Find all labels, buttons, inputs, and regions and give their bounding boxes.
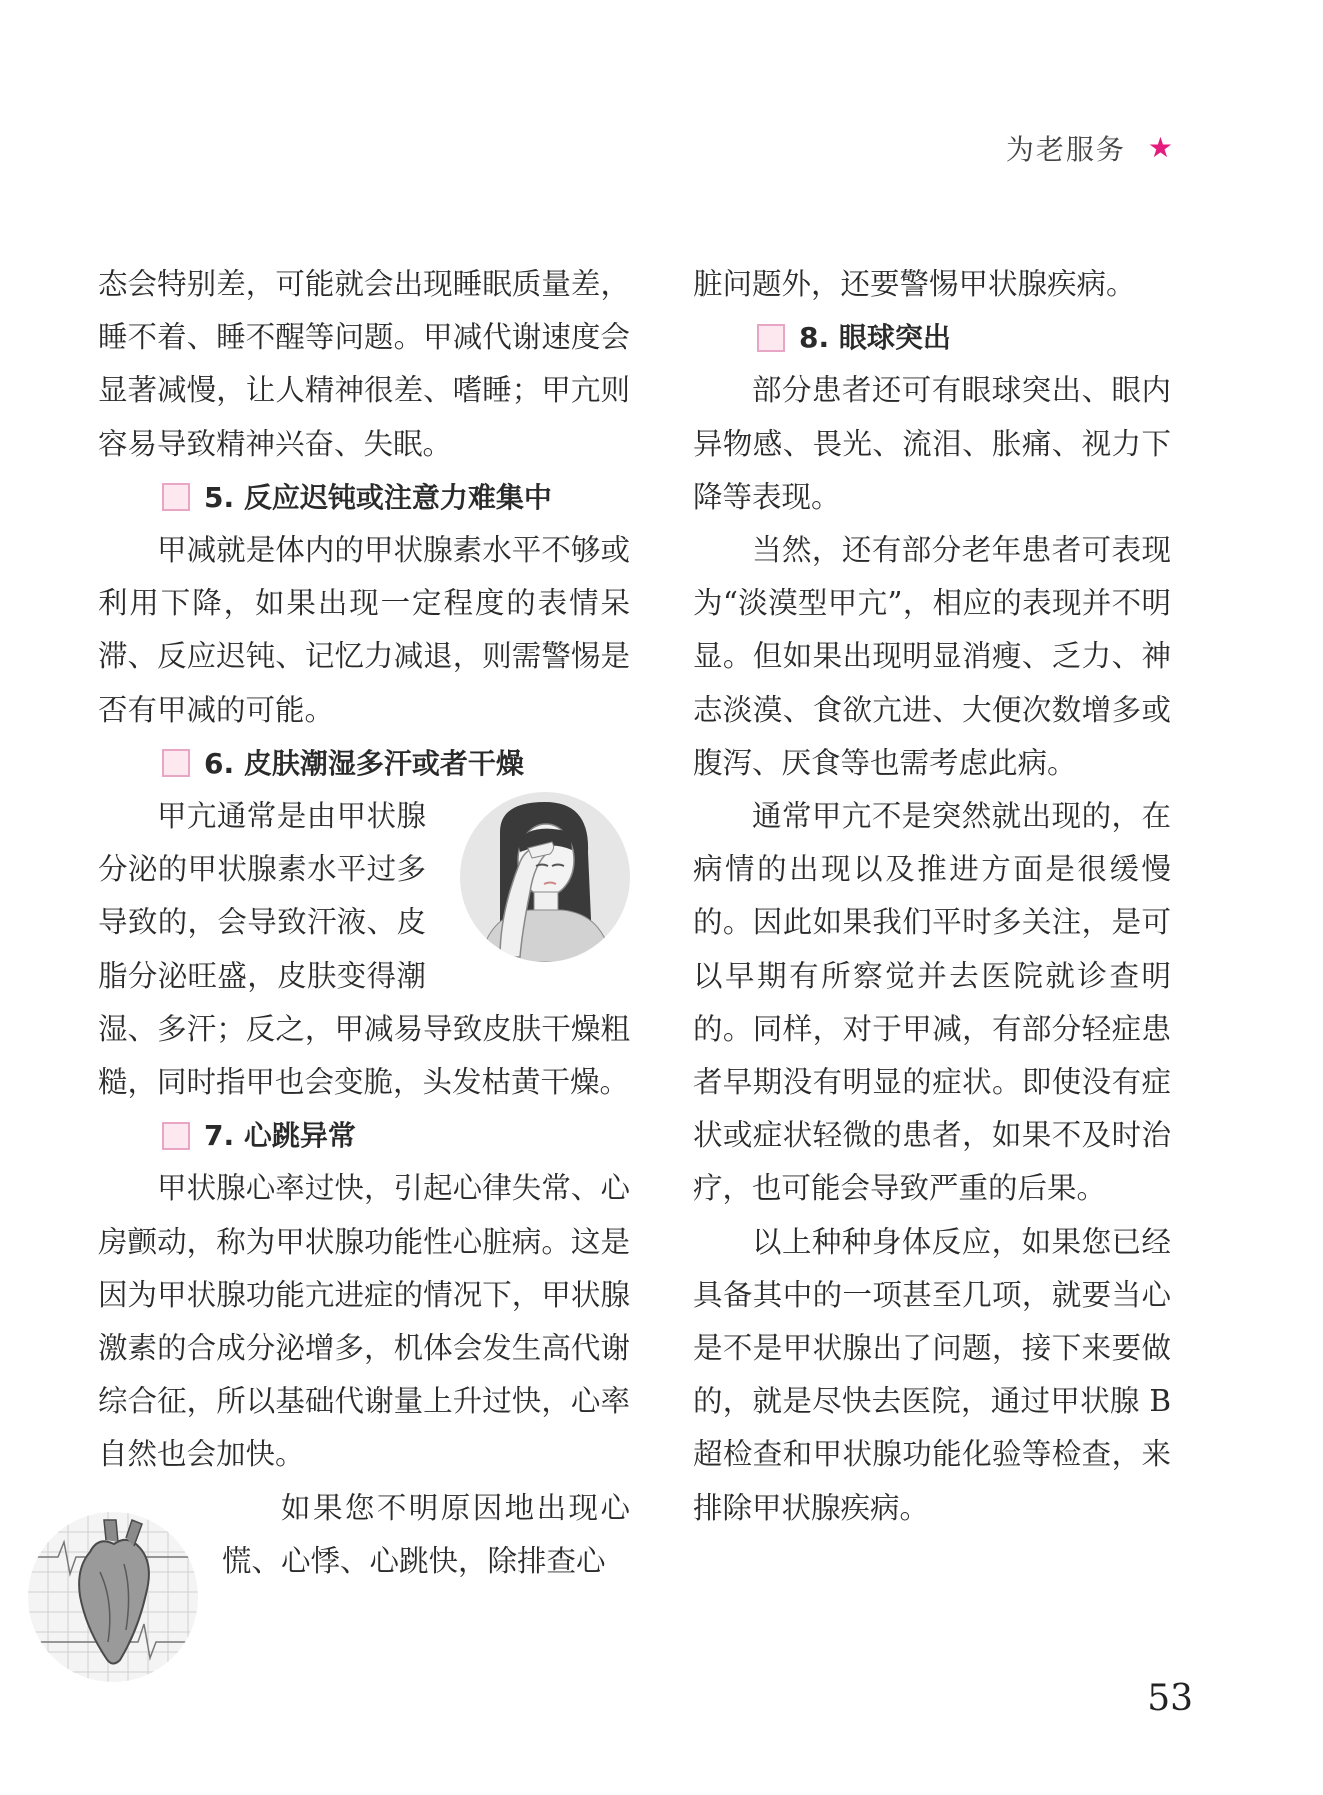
- paragraph-8a: 部分患者还可有眼球突出、眼内异物感、畏光、流泪、胀痛、视力下降等表现。: [693, 373, 1171, 514]
- heading-marker-icon: [757, 324, 785, 352]
- heading-marker-icon: [162, 1122, 190, 1150]
- paragraph-5: 甲减就是体内的甲状腺素水平不够或利用下降，如果出现一定程度的表情呆滞、反应迟钝、记忆力减退，则需警惕是否有甲减的可能。: [98, 533, 630, 727]
- woman-headache-illustration: [460, 792, 630, 962]
- heading-6-text: 6. 皮肤潮湿多汗或者干燥: [204, 746, 524, 780]
- heading-7: [98, 1109, 630, 1162]
- heading-6: [98, 737, 630, 790]
- running-header: [1006, 128, 1173, 168]
- star-icon: ★: [1147, 131, 1173, 164]
- page-number: 53: [1147, 1678, 1193, 1719]
- paragraph-8d: 以上种种身体反应，如果您已经具备其中的一项甚至几项，就要当心是不是甲状腺出了问题，接下来要做的，就是尽快去医院，通过甲状腺 B 超检查和甲状腺功能化验等检查，来排除甲状腺疾病。: [693, 1224, 1171, 1525]
- paragraph-6: 甲亢通常是由甲状腺分泌的甲状腺素水平过多导致的，会导致汗液、皮脂分泌旺盛，皮肤变得潮湿、多汗；反之，甲减易导致皮肤干燥粗糙，同时指甲也会变脆，头发枯黄干燥。: [98, 799, 630, 1100]
- heading-marker-icon: [162, 483, 190, 511]
- paragraph-8c: 通常甲亢不是突然就出现的，在病情的出现以及推进方面是很缓慢的。因此如果我们平时多关注，是可以早期有所察觉并去医院就诊查明的。同样，对于甲减，有部分轻症患者早期没有明显的症状。即使没有症状或症状轻微的患者，如果不及时治疗，也可能会导致严重的后果。: [693, 799, 1171, 1206]
- paragraph-sleep: 态会特别差，可能就会出现睡眠质量差，睡不着、睡不醒等问题。甲减代谢速度会显著减慢，让人精神很差、嗜睡；甲亢则容易导致精神兴奋、失眠。: [98, 267, 630, 461]
- heart-ecg-illustration: [28, 1512, 198, 1682]
- section-title: 为老服务: [1005, 133, 1126, 166]
- paragraph-7a: 甲状腺心率过快，引起心律失常、心房颤动，称为甲状腺功能性心脏病。这是因为甲状腺功能亢进症的情况下，甲状腺激素的合成分泌增多，机体会发生高代谢综合征，所以基础代谢量上升过快，心率自然也会加快。: [98, 1171, 630, 1472]
- heading-marker-icon: [162, 749, 190, 777]
- paragraph-8b: 当然，还有部分老年患者可表现为“淡漠型甲亢”，相应的表现并不明显。但如果出现明显消瘦、乏力、神志淡漠、食欲亢进、大便次数增多或腹泻、厌食等也需考虑此病。: [693, 533, 1171, 780]
- right-column: [693, 258, 1171, 1535]
- paragraph-continue: 脏问题外，还要警惕甲状腺疾病。: [693, 267, 1136, 301]
- heading-5-text: 5. 反应迟钝或注意力难集中: [204, 480, 552, 514]
- heading-7-text: 7. 心跳异常: [204, 1119, 356, 1153]
- heading-5: [98, 471, 630, 524]
- paragraph-7b: 如果您不明原因地出现心慌、心悸、心跳快，除排查心: [222, 1490, 630, 1578]
- heading-8-text: 8. 眼球突出: [799, 321, 951, 355]
- heading-8: [693, 311, 1171, 364]
- left-column: [98, 258, 630, 1690]
